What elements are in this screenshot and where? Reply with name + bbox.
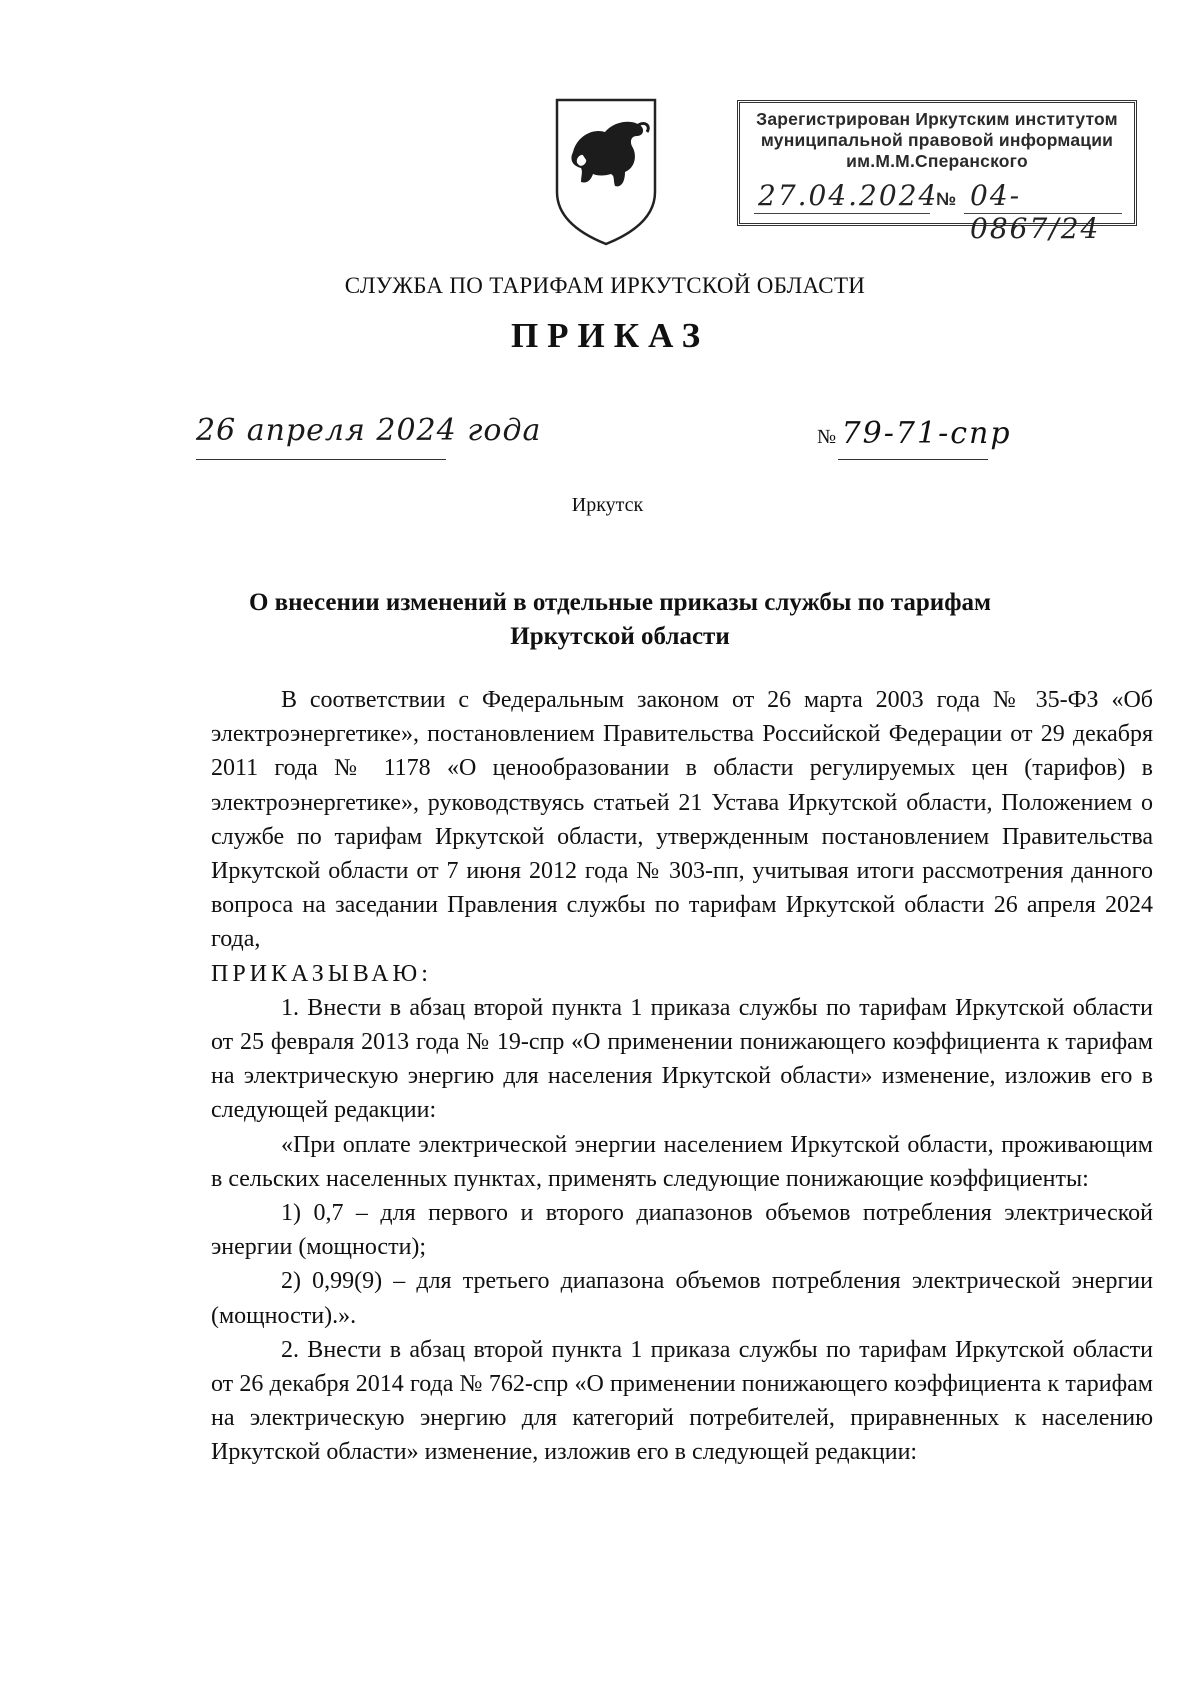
order-date-underline (196, 459, 446, 460)
preamble-paragraph: В соответствии с Федеральным законом от 26 марта 2003 года № 35-ФЗ «Об электроэнергетике», постановлением Правительства Российской Федерации от 29 декабря 2011 года № 1178 «О ценообразовании в области регулируемых цен (тарифов) в электроэнергетике», руководствуясь статьей 21 Устава Иркутской области, Положением о службе по тарифам Иркутской области, утвержденным постановлением Правительства Иркутской области от 7 июня 2012 года № 303-пп, учитывая итоги рассмотрения данного вопроса на заседании Правления службы по тарифам Иркутской области 26 апреля 2024 года, (211, 687, 1153, 953)
document-body (211, 683, 1153, 1470)
clause-2: 2. Внести в абзац второй пункта 1 приказа службы по тарифам Иркутской области от 26 декабря 2014 года № 762-спр «О применении понижающего коэффициента к тарифам на электрическую энергию для категорий потребителей, приравненных к населению Иркутской области» изменение, изложив его в следующей редакции: (211, 1336, 1153, 1466)
stamp-registration-number: 04-0867/24 (970, 179, 1101, 245)
stamp-line-3: им.М.М.Сперанского (846, 151, 1028, 171)
order-number-underline (838, 459, 988, 460)
sub-item-2: 2) 0,99(9) – для третьего диапазона объемов потребления электрической энергии (мощности).». (211, 1268, 1153, 1329)
order-number-label: № (817, 426, 837, 448)
sub-item-1: 1) 0,7 – для первого и второго диапазонов объемов потребления электрической энергии (мощности); (211, 1200, 1153, 1261)
stamp-registration-row (750, 179, 1124, 245)
order-number: 79-71-спр (841, 416, 1012, 451)
stamp-line-1: Зарегистрирован Иркутским институтом (756, 109, 1118, 129)
quoted-paragraph: «При оплате электрической энергии населением Иркутской области, проживающим в сельских населенных пунктах, применять следующие понижающие коэффициенты: (211, 1131, 1153, 1192)
stamp-number-underline (964, 213, 1122, 214)
irkutsk-coat-of-arms-icon (553, 96, 659, 246)
registration-stamp (737, 100, 1137, 245)
stamp-line-2: муниципальной правовой информации (760, 130, 1114, 150)
clause-1: 1. Внести в абзац второй пункта 1 приказа службы по тарифам Иркутской области от 25 февраля 2013 года № 19-спр «О применении понижающего коэффициента к тарифам на электрическую энергию для населения Иркутской области» изменение, изложив его в следующей редакции: (211, 994, 1153, 1124)
city-name: Иркутск (571, 494, 644, 516)
stamp-number-label: № (936, 189, 957, 209)
document-title: О внесении изменений в отдельные приказы службы по тарифам Иркутской области (248, 589, 992, 650)
order-number-field (817, 416, 1012, 451)
document-type: ПРИКАЗ (510, 316, 710, 355)
command-word: ПРИКАЗЫВАЮ: (211, 960, 432, 987)
order-date: 26 апреля 2024 года (196, 413, 542, 448)
agency-name: СЛУЖБА ПО ТАРИФАМ ИРКУТСКОЙ ОБЛАСТИ (344, 273, 866, 298)
stamp-registration-date: 27.04.2024 (758, 179, 939, 212)
stamp-date-underline (754, 213, 930, 214)
